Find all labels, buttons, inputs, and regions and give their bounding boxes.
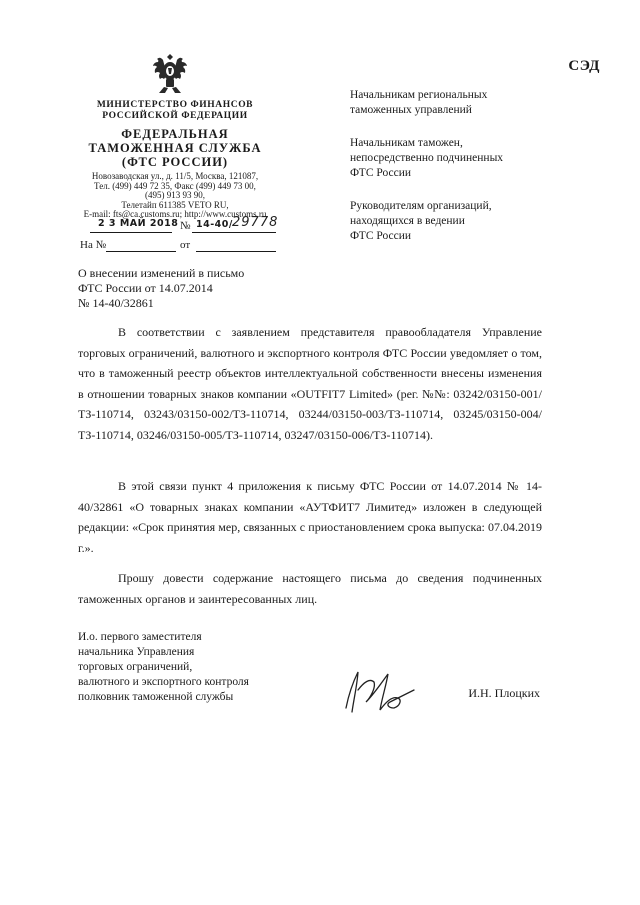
letter-subject: О внесении изменений в письмо ФТС России от 14.07.2014 № 14-40/32861 [78,266,245,310]
recipients-block [350,88,600,255]
ref-from-line [196,237,276,252]
coat-of-arms-icon [153,54,187,94]
signatory-position: И.о. первого заместителя начальника Управления торговых ограничений, валютного и экспортного контроля полковник таможенной службы [78,631,249,703]
body-paragraph: В этой связи пункт 4 приложения к письму ФТС России от 14.07.2014 № 14-40/32861 «О товарных знаках компании «АУТФИТ7 Лимитед» изложен в следующей редакции: «Срок принятия мер, связанных с приостановлением срока выпуска: 07.04.2019 г.». [78,479,542,555]
signatory-name: И.Н. Плоцких [468,686,540,700]
ref-from-label: от [180,239,191,251]
registration-date: 2 3 МАЙ 2018 [98,218,179,229]
sed-marker: СЭД [568,58,600,74]
service-address: Новозаводская ул., д. 11/5, Москва, 121087, Тел. (499) 449 72 35, Факс (499) 449 73 00, (495) 913 93 90, Телетайп 611385 VETO RU, E-mail: fts@ca.customs.ru; http://www.customs.ru [83,171,267,219]
body-paragraph: Прошу довести содержание настоящего письма до сведения подчиненных таможенных органов и заинтересованных лиц. [78,571,542,606]
service-name: ФЕДЕРАЛЬНАЯ ТАМОЖЕННАЯ СЛУЖБА (ФТС РОССИИ) [88,127,262,169]
ref-number-line [106,237,176,252]
registration-number: 14-40/ [196,219,233,230]
handwritten-signature [340,668,420,716]
recipient-item: Руководителям организаций, находящихся в ведении ФТС России [350,200,492,242]
registration-number-handwritten: 29778 [232,215,279,230]
recipient-item: Начальникам региональных таможенных управлений [350,89,488,116]
ref-number-label: На № [80,239,107,251]
number-label: № [180,220,191,232]
body-paragraph: В соответствии с заявлением представителя правообладателя Управление торговых ограничений, валютного и экспортного контроля ФТС России уведомляет о том, что в таможенный реестр объектов интеллектуальной собственности внесены изменения в отношении товарных знаков компании «OUTFIT7 Limited» (рег. №№: 03242/03150-001/ТЗ-110714, 03243/03150-002/ТЗ-110714, 03244/03150-003/ТЗ-110714, 03245/03150-004/ТЗ-110714, 03246/03150-005/ТЗ-110714, 03247/03150-006/ТЗ-110714). [78,325,542,442]
recipient-item: Начальникам таможен, непосредственно подчиненных ФТС России [350,137,504,179]
ministry-name: МИНИСТЕРСТВО ФИНАНСОВ РОССИЙСКОЙ ФЕДЕРАЦИИ [96,100,254,121]
